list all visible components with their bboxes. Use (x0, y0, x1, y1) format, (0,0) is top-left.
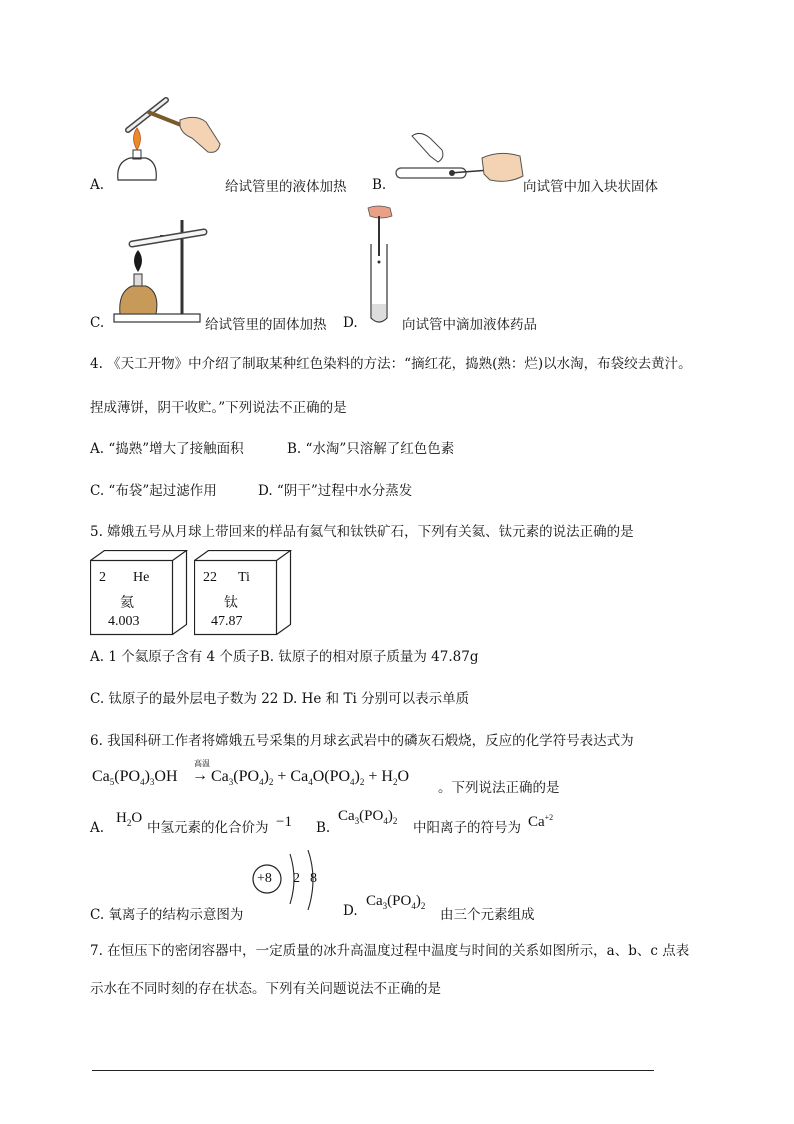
q3-a-label: A. (90, 177, 105, 193)
reaction-condition: 高温 (194, 759, 210, 768)
q6-stem-tail: 。下列说法正确的是 (438, 780, 560, 796)
he-atomic-mass: 4.003 (108, 614, 140, 629)
he-name: 氦 (120, 595, 134, 611)
q4-stem-line2: 捏成薄饼，阴干收贮。”下列说法不正确的是 (90, 400, 347, 416)
q5-options-ab: A. 1 个氦原子含有 4 个质子B. 钛原子的相对原子质量为 47.87g (90, 649, 479, 665)
q4-option-a: A. “捣熟”增大了接触面积 (90, 441, 244, 457)
q3-d-text: 向试管中滴加液体药品 (402, 317, 537, 333)
water-formula: $H_2O$ (116, 810, 143, 828)
equation-reactant: $Ca_5(PO_4)_3OH$ (92, 768, 178, 787)
ti-atomic-number: 22 (203, 570, 217, 585)
q3-a-text: 给试管里的液体加热 (225, 179, 347, 195)
q4-stem-line1: 4. 《天工开物》中介绍了制取某种红色染料的方法：“摘红花，捣熟(熟：烂)以水淘，布袋绞去黄汁。 (90, 356, 692, 372)
he-atomic-number: 2 (99, 570, 106, 585)
q6-stem: 6. 我国科研工作者将嫦娥五号采集的月球玄武岩中的磷灰石煅烧，反应的化学符号表达式为 (90, 733, 634, 749)
q3-b-label: B. (372, 177, 387, 193)
ti-symbol: Ti (238, 570, 250, 585)
q4-option-d: D. “阴干”过程中水分蒸发 (258, 483, 413, 499)
reaction-arrow: → (192, 767, 208, 784)
q3-d-label: D. (343, 315, 358, 331)
dropper-illustration (364, 204, 398, 329)
q3-b-text: 向试管中加入块状固体 (523, 179, 658, 195)
cation-symbol: $Ca^{+2}$ (528, 813, 554, 830)
hydrogen-valence: −1 (276, 814, 292, 830)
q7-stem-line2: 示水在不同时刻的存在状态。下列有关问题说法不正确的是 (90, 981, 441, 997)
ti-atomic-mass: 47.87 (211, 614, 243, 629)
he-symbol: He (133, 570, 150, 585)
solid-adding-illustration (390, 128, 525, 188)
liquid-heating-illustration (108, 92, 228, 187)
equation-products: $Ca_3(PO_4)_2 + Ca_4O(PO_4)_2 + H_2O$ (211, 768, 409, 787)
solid-heating-illustration (110, 214, 210, 326)
q4-option-b: B. “水淘”只溶解了红色色素 (287, 441, 455, 457)
nucleus-charge: +8 (257, 871, 272, 886)
q4-option-c: C. “布袋”起过滤作用 (90, 483, 217, 499)
shell1-electrons: 2 (293, 871, 300, 886)
calcium-phosphate-formula: $Ca_3(PO_4)_2$ (338, 808, 398, 826)
shell2-electrons: 8 (310, 871, 317, 886)
q5-options-cd: C. 钛原子的最外层电子数为 22 D. He 和 Ti 分别可以表示单质 (90, 691, 470, 707)
q3-c-label: C. (90, 315, 105, 331)
q7-stem-line1: 7. 在恒压下的密闭容器中，一定质量的冰升高温度过程中温度与时间的关系如图所示，a、b、c 点表 (90, 943, 690, 959)
q3-c-text: 给试管里的固体加热 (205, 317, 327, 333)
q5-stem: 5. 嫦娥五号从月球上带回来的样品有氦气和钛铁矿石，下列有关氦、钛元素的说法正确的是 (90, 524, 634, 540)
footer-rule (92, 1070, 654, 1071)
calcium-phosphate-formula-d: $Ca_3(PO_4)_2$ (366, 893, 426, 911)
ti-name: 钛 (224, 595, 238, 611)
